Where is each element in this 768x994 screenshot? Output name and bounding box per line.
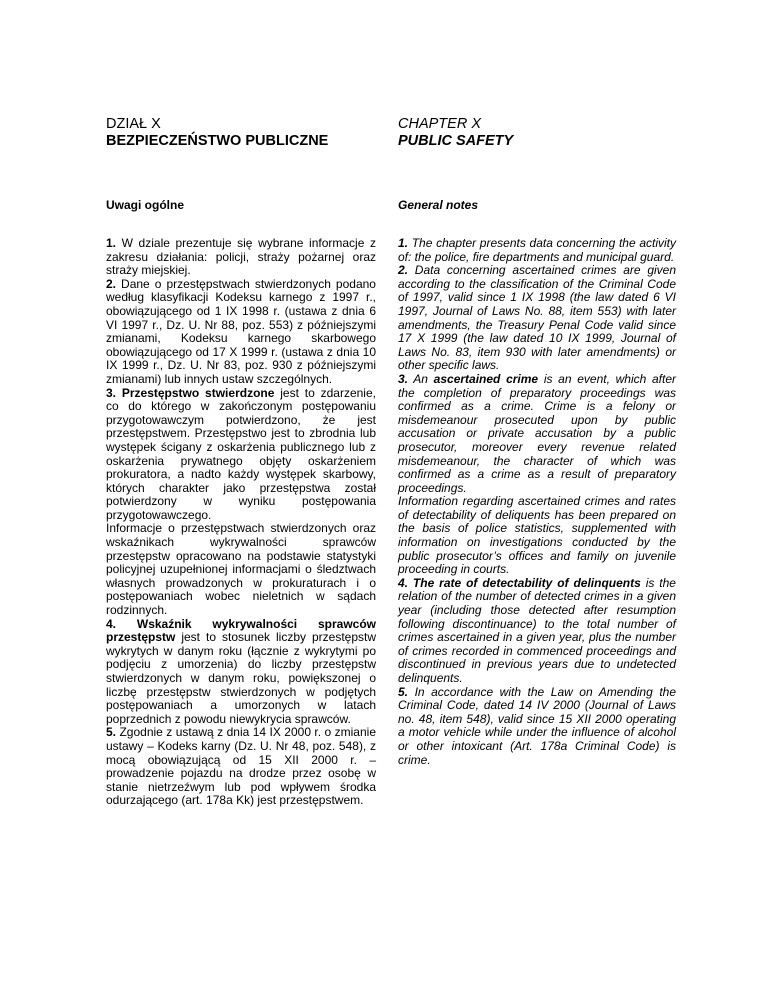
note-3b-pl: Informacje o przestępstwach stwierdzonych oraz wskaźnikach wykrywalności sprawców przestępstw opracowano na podstawie statystyki policyjnej uzupełnionej informacjami o śledztwach własnych prowadzonych w prokuraturach i o postępowaniach wobec nieletnich w sądach rodzinnych.	[106, 521, 376, 618]
note-number: 2.	[106, 276, 117, 291]
polish-column	[106, 116, 376, 808]
note-number: 4.	[106, 616, 117, 631]
note-number: 3.	[398, 371, 409, 386]
note-number: 1.	[106, 236, 117, 250]
note-text: Data concerning ascertained crimes are given according to the classification of the Criminal Code of 1997, valid since 1 IX 1998 (the law dated 6 VI 1997, Journal of Laws No. 88, item 553) with later amendments, the Treasury Penal Code valid since 17 X 1999 (the law dated 10 IX 1999, Journal of Laws No. 83, item 930 with later amendments) or other specific laws.	[398, 263, 677, 373]
chapter-number-en: CHAPTER X	[398, 116, 481, 132]
note-2-en	[398, 264, 676, 373]
note-1-pl	[106, 237, 376, 278]
section-heading-en: General notes	[398, 198, 479, 212]
note-3-en	[398, 373, 676, 495]
note-text: jest to zdarzenie, co do którego w zakończonym postępowaniu przygotowawczym potwierdzono, że jest przestępstwem. Przestępstwo jest to zbrodnia lub występek ścigany z oskarżenia publicznego lub z oskarżenia prywatnego objęty oskarżeniem prokuratora, a nadto każdy występek skarbowy, których charakter jako przestępstwa został potwierdzony w wyniku postępowania przygotowawczego.	[106, 385, 376, 522]
note-text: jest to stosunek liczby przestępstw wykrytych w danym roku (łącznie z wykrytymi po podjęciu z umorzenia) do liczby przestępstw stwierdzonych w danym roku, powiększonej o liczbę przestępstw stwierdzonych w podjętych postępowaniach a umorzonych w latach poprzednich z powodu niewykrycia sprawców.	[106, 630, 376, 726]
note-3-pl	[106, 387, 376, 523]
note-text: Dane o przestępstwach stwierdzonych podano według klasyfikacji Kodeksu karnego z 1997 r., obowiązującego od 1 IX 1998 r. (ustawa z dnia 6 VI 1997 r., Dz. U. Nr 88, poz. 553) z późniejszymi zmianami, Kodeksu karnego skarbowego obowiązującego od 17 X 1999 r. (ustawa z dnia 10 IX 1999 r., Dz. U. Nr 83, poz. 930 z późniejszymi zmianami) lub innych ustaw szczególnych.	[106, 276, 376, 386]
note-number: 3.	[106, 385, 117, 400]
note-text: The chapter presents data concerning the activity of: the police, fire departments and municipal guard.	[398, 236, 676, 264]
section-heading-pl: Uwagi ogólne	[106, 198, 184, 212]
defined-term: Wskaźnik wykrywalności sprawców przestępstw	[106, 616, 376, 645]
note-text: is an event, which after the completion of preparatory proceedings was confirmed as a crime. Crime is a felony or misdemeanour prosecuted upon by public accusation or private accusation by a public prosecutor, moreover every revenue related misdemeanour, the character of which was confirmed as a crime as a result of preparatory proceedings.	[398, 371, 677, 495]
chapter-title-pl: BEZPIECZEŃSTWO PUBLICZNE	[106, 133, 329, 149]
note-4-pl	[106, 618, 376, 727]
note-5-pl	[106, 726, 376, 808]
defined-term: The rate of detectability of delinquents	[412, 575, 641, 590]
note-number: 5.	[106, 725, 117, 740]
note-5-en	[398, 686, 676, 768]
note-1-en	[398, 237, 676, 264]
note-text: Zgodnie z ustawą z dnia 14 IX 2000 r. o zmianie ustawy – Kodeks karny (Dz. U. Nr 48, poz. 548), z mocą obowiązującą od 15 XII 2000 r. – prowadzenie pojazdu na drodze przez osobę w stanie nietrzeźwym lub pod wpływem środka odurzającego (art. 178a Kk) jest przestępstwem.	[106, 725, 376, 808]
note-2-pl	[106, 278, 376, 387]
chapter-number-pl: DZIAŁ X	[106, 116, 161, 132]
notes-body-en	[398, 237, 676, 767]
english-column	[398, 116, 677, 767]
notes-body-pl	[106, 237, 376, 808]
note-text: An	[413, 371, 428, 386]
note-number: 5.	[398, 684, 409, 699]
note-text: is the relation of the number of detected crimes in a given year (including those detected after resumption following discontinuance) to the total number of crimes ascertained in a given year, plus the number of crimes recorded in commenced proceedings and discontinued in previous years due to undetected delinquents.	[398, 575, 676, 685]
note-text: W dziale prezentuje się wybrane informacje z zakresu działania: policji, straży pożarnej oraz straży miejskiej.	[106, 236, 376, 278]
note-text: In accordance with the Law on Amending the Criminal Code, dated 14 IV 2000 (Journal of Laws no. 48, item 548), valid since 15 XII 2000 operating a motor vehicle while under the influence of alcohol or other intoxicant (Art. 178a Criminal Code) is crime.	[398, 684, 676, 767]
note-number: 1.	[398, 236, 409, 250]
chapter-title-en: PUBLIC SAFETY	[398, 133, 514, 149]
note-4-en	[398, 577, 676, 686]
note-number: 4.	[398, 575, 409, 590]
defined-term: Przestępstwo stwierdzone	[121, 385, 275, 400]
note-3b-en: Information regarding ascertained crimes and rates of detectability of deliquents has been prepared on the basis of police statistics, supplemented with information on investigations conducted by the public prosecutor’s offices and family on juvenile proceeding in courts.	[398, 494, 676, 577]
defined-term: ascertained crime	[433, 371, 539, 386]
note-number: 2.	[398, 263, 409, 278]
